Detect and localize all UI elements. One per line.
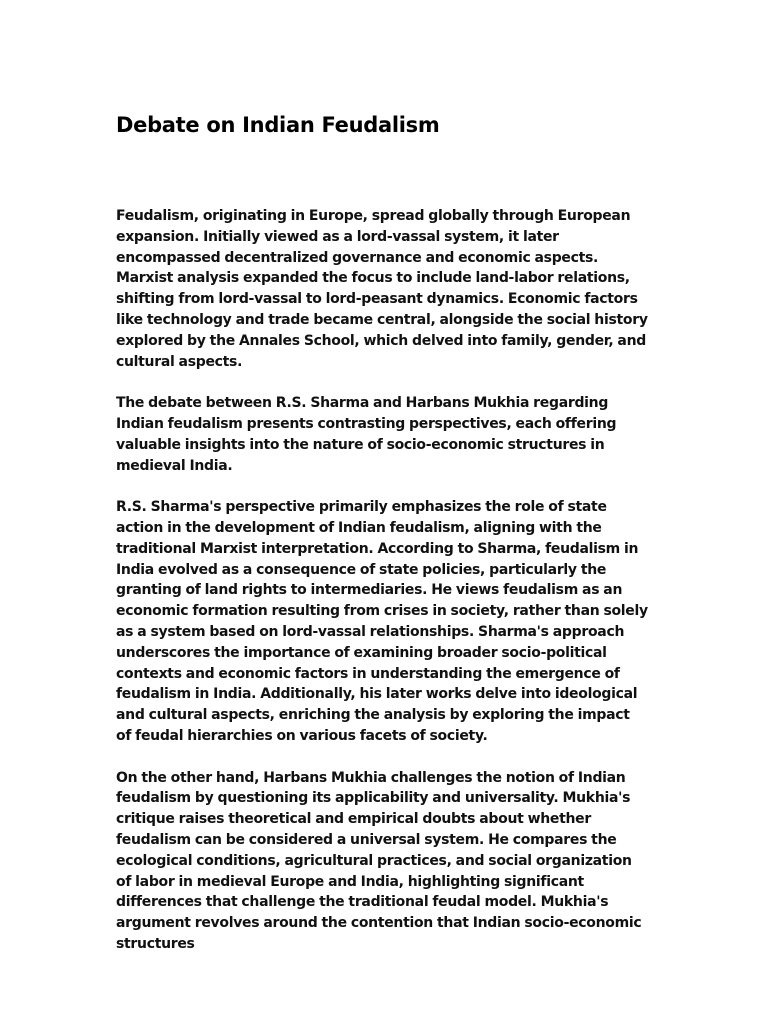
- document-body: [116, 206, 648, 955]
- paragraph-mukhia-perspective: On the other hand, Harbans Mukhia challenges the notion of Indian feudalism by questioning its applicability and universality. Mukhia's critique raises theoretical and empirical doubts about whether feudalism can be considered a universal system. He compares the ecological conditions, agricultural practices, and social organization of labor in medieval Europe and India, highlighting significant differences that challenge the traditional feudal model. Mukhia's argument revolves around the contention that Indian socio-economic structures: [116, 769, 642, 952]
- paragraph-debate-overview: The debate between R.S. Sharma and Harbans Mukhia regarding Indian feudalism presents contrasting perspectives, each offering valuable insights into the nature of socio-economic structures in medieval India.: [116, 395, 617, 474]
- paragraph-intro: Feudalism, originating in Europe, spread globally through European expansion. Initially viewed as a lord-vassal system, it later encompassed decentralized governance and economic aspects. Marxist analysis expanded the focus to include land-labor relations, shifting from lord-vassal to lord-peasant dynamics. Economic factors like technology and trade became central, alongside the social history explored by the Annales School, which delved into family, gender, and cultural aspects.: [116, 208, 648, 370]
- document-title: Debate on Indian Feudalism: [116, 113, 440, 137]
- paragraph-sharma-perspective: R.S. Sharma's perspective primarily emphasizes the role of state action in the development of Indian feudalism, aligning with the traditional Marxist interpretation. According to Sharma, feudalism in India evolved as a consequence of state policies, particularly the granting of land rights to intermediaries. He views feudalism as an economic formation resulting from crises in society, rather than solely as a system based on lord-vassal relationships. Sharma's approach underscores the importance of examining broader socio-political contexts and economic factors in understanding the emergence of feudalism in India. Additionally, his later works delve into ideological and cultural aspects, enriching the analysis by exploring the impact of feudal hierarchies on various facets of society.: [116, 499, 648, 744]
